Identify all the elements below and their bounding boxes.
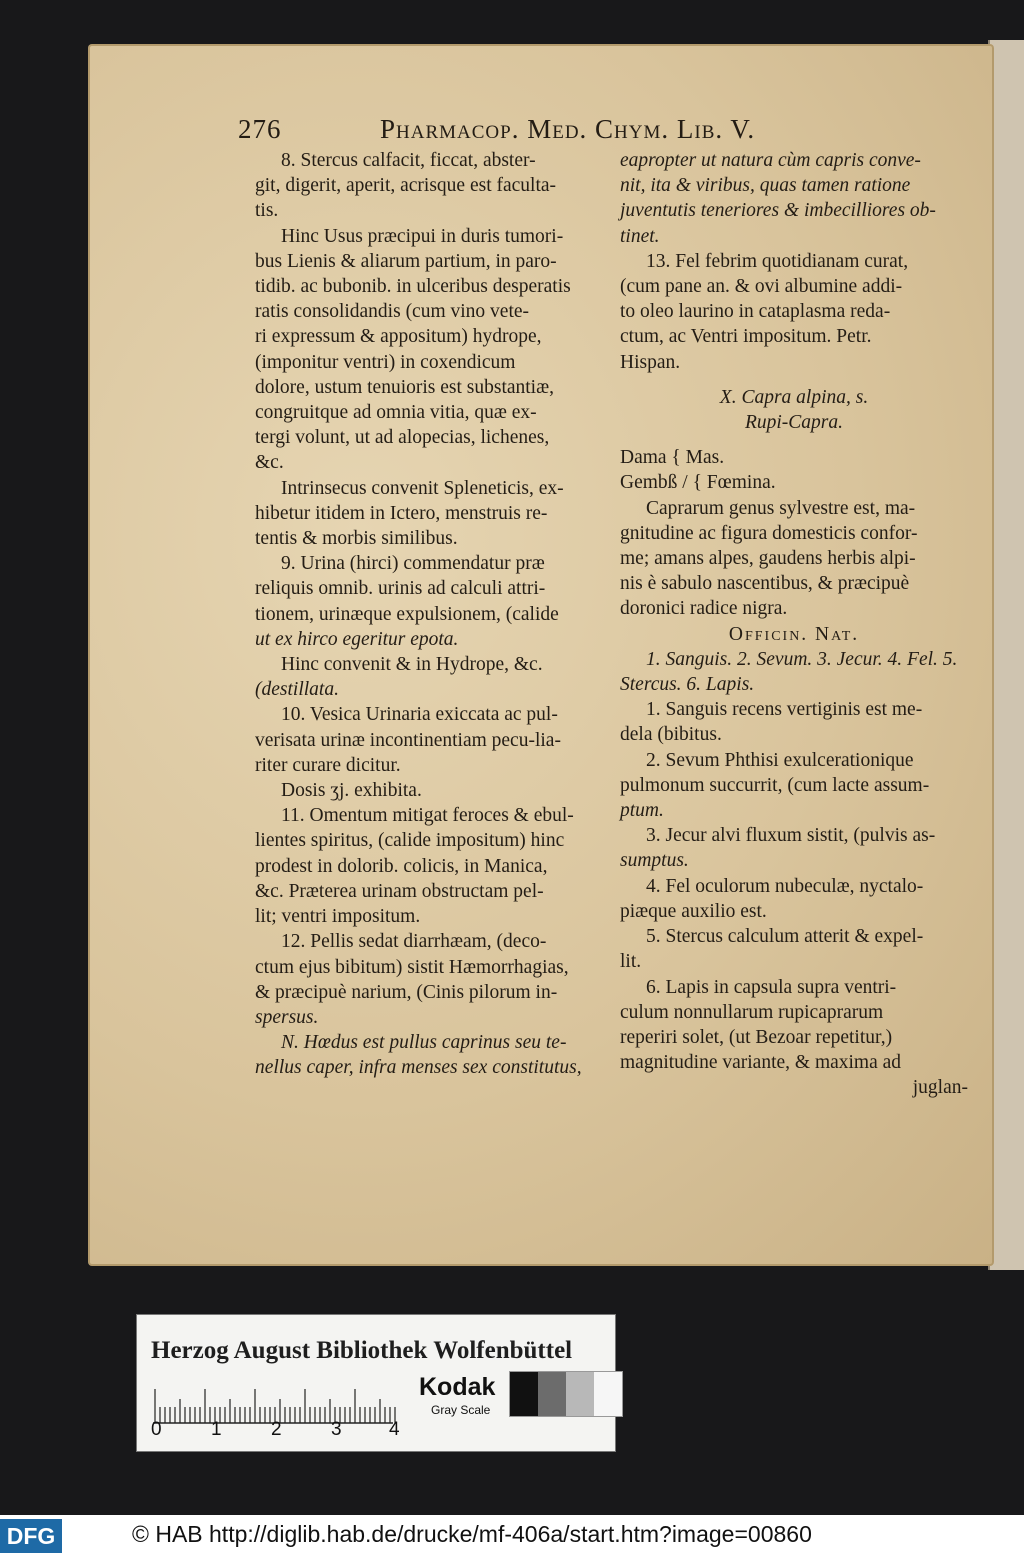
ruler-number: 4 <box>389 1419 400 1440</box>
ruler-number: 3 <box>331 1419 342 1440</box>
text-line: gnitudine ac figura domesticis confor- <box>620 522 918 544</box>
text-line: 1. Sanguis. 2. Sevum. 3. Jecur. 4. Fel. 5. <box>646 648 958 670</box>
text-line: nit, ita & viribus, quas tamen ratione <box>620 175 911 197</box>
text-line: 6. Lapis in capsula supra ventri- <box>646 976 897 998</box>
text-line: hibetur itidem in Ictero, menstruis re- <box>255 502 548 524</box>
text-line: reliquis omnib. urinis ad calculi attri- <box>255 578 546 600</box>
text-line: Hinc convenit & in Hydrope, &c. <box>281 654 543 676</box>
text-line: tentis & morbis similibus. <box>255 528 458 550</box>
kodak-logo: Kodak <box>419 1373 496 1401</box>
text-line: & præcipuè narium, (Cinis pilorum in- <box>255 981 558 1003</box>
text-line: ctum, ac Ventri impositum. Petr. <box>620 326 872 348</box>
text-line: 4. Fel oculorum nubeculæ, nyctalo- <box>646 875 924 897</box>
text-line: 5. Stercus calculum atterit & expel- <box>646 926 924 948</box>
text-line: (imponitur ventri) in coxendicum <box>255 351 516 373</box>
text-line: nis è sabulo nascentibus, & præcipuè <box>620 573 910 595</box>
text-line: git, digerit, aperit, acrisque est faculta- <box>255 175 557 197</box>
catchword: juglan- <box>912 1077 968 1099</box>
text-line: 12. Pellis sedat diarrhæam, (deco- <box>281 931 547 953</box>
subsection-heading: Officin. Nat. <box>728 623 860 645</box>
right-column <box>620 148 968 1101</box>
text-line: N. Hœdus est pullus caprinus seu te- <box>281 1032 567 1054</box>
ruler-number: 1 <box>211 1419 222 1440</box>
text-line: ratis consolidandis (cum vino vete- <box>255 301 530 323</box>
swatch-black <box>510 1372 538 1416</box>
text-line: Dosis ʒj. exhibita. <box>281 780 422 802</box>
text-line: 9. Urina (hirci) commendatur præ <box>281 553 545 575</box>
text-line: lit; ventri impositum. <box>255 906 421 928</box>
text-line: tergi volunt, ut ad alopecias, lichenes, <box>255 427 550 449</box>
text-line: ctum ejus bibitum) sistit Hæmorrhagias, <box>255 956 569 978</box>
gray-scale-label: Gray Scale <box>431 1403 491 1417</box>
swatch-white <box>594 1372 622 1416</box>
text-line: Stercus. 6. Lapis. <box>620 674 755 696</box>
ruler-number: 0 <box>151 1419 162 1440</box>
text-line: lientes spiritus, (calide impositum) hinc <box>255 830 565 852</box>
text-line: riter curare dicitur. <box>255 754 401 776</box>
left-column <box>255 148 605 1081</box>
text-line: doronici radice nigra. <box>620 598 788 620</box>
text-line: reperiri solet, (ut Bezoar repetitur,) <box>620 1026 893 1048</box>
text-line: dela (bibitus. <box>620 724 722 746</box>
text-line: lit. <box>620 951 642 973</box>
text-line: 1. Sanguis recens vertiginis est me- <box>646 699 923 721</box>
text-line: ut ex hirco egeritur epota. <box>255 628 459 650</box>
text-line: tionem, urinæque expulsionem, (calide <box>255 603 559 625</box>
text-line: 8. Stercus calfacit, ficcat, abster- <box>281 150 536 171</box>
text-line: 10. Vesica Urinaria exiccata ac pul- <box>281 704 558 726</box>
text-line: sumptus. <box>620 850 689 872</box>
footer-bar <box>0 1515 1024 1555</box>
text-line: ptum. <box>620 800 664 822</box>
text-line: me; amans alpes, gaudens herbis alpi- <box>620 548 916 570</box>
ruler-number: 2 <box>271 1419 282 1440</box>
text-line: tidib. ac bubonib. in ulceribus desperatis <box>255 276 571 298</box>
text-line: tinet. <box>620 225 660 247</box>
text-line: Hinc Usus præcipui in duris tumori- <box>281 225 564 247</box>
text-line: congruitque ad omnia vitia, quæ ex- <box>255 402 537 424</box>
text-line: Dama { Mas. <box>620 447 725 469</box>
text-line: &c. Præterea urinam obstructam pel- <box>255 880 544 902</box>
text-line: (cum pane an. & ovi albumine addi- <box>620 276 903 298</box>
swatch-dark-gray <box>538 1372 566 1416</box>
credit-link[interactable]: © HAB http://diglib.hab.de/drucke/mf-406a/start.htm?image=00860 <box>132 1521 812 1547</box>
text-line: magnitudine variante, & maxima ad <box>620 1052 902 1074</box>
text-line: to oleo laurino in cataplasma reda- <box>620 301 891 323</box>
text-line: Hispan. <box>620 351 681 373</box>
library-color-card <box>136 1314 616 1452</box>
library-name: Herzog August Bibliothek Wolfenbüttel <box>151 1337 573 1364</box>
text-line: dolore, ustum tenuioris est substantiæ, <box>255 376 554 398</box>
text-line: 11. Omentum mitigat feroces & ebul- <box>281 805 574 827</box>
text-line: nellus caper, infra menses sex constitutus, <box>255 1057 582 1079</box>
text-line: culum nonnullarum rupicaprarum <box>620 1001 884 1023</box>
text-line: piæque auxilio est. <box>620 900 767 922</box>
text-line: 13. Fel febrim quotidianam curat, <box>646 250 909 272</box>
text-line: Intrinsecus convenit Spleneticis, ex- <box>281 477 564 499</box>
text-line: juventutis teneriores & imbecilliores ob- <box>620 200 936 222</box>
text-line: Gembß / { Fœmina. <box>620 472 776 494</box>
text-line: Caprarum genus sylvestre est, ma- <box>646 497 916 519</box>
text-line: 2. Sevum Phthisi exulcerationique <box>646 749 914 771</box>
gray-swatches <box>509 1371 623 1417</box>
spacer <box>620 435 968 445</box>
running-title: Pharmacop. Med. Chym. Lib. V. <box>380 114 756 144</box>
section-heading: Rupi-Capra. <box>744 412 844 434</box>
text-line: pulmonum succurrit, (cum lacte assum- <box>620 774 930 796</box>
text-line: 3. Jecur alvi fluxum sistit, (pulvis as- <box>646 825 936 847</box>
spacer <box>620 375 968 385</box>
text-line: spersus. <box>255 1006 319 1028</box>
text-line: prodest in dolorib. colicis, in Manica, <box>255 855 548 877</box>
section-heading: X. Capra alpina, s. <box>719 386 869 408</box>
text-line: tis. <box>255 200 279 222</box>
text-line: bus Lienis & aliarum partium, in paro- <box>255 250 557 272</box>
text-line: verisata urinæ incontinentiam pecu-lia- <box>255 729 561 751</box>
text-line: eapropter ut natura cùm capris conve- <box>620 150 921 171</box>
text-line: ri expressum & appositum) hydrope, <box>255 326 542 348</box>
dfg-logo: DFG <box>0 1519 62 1553</box>
page-number: 276 <box>238 114 282 144</box>
text-line: &c. <box>255 452 284 474</box>
text-line: (destillata. <box>255 679 339 701</box>
swatch-light-gray <box>566 1372 594 1416</box>
